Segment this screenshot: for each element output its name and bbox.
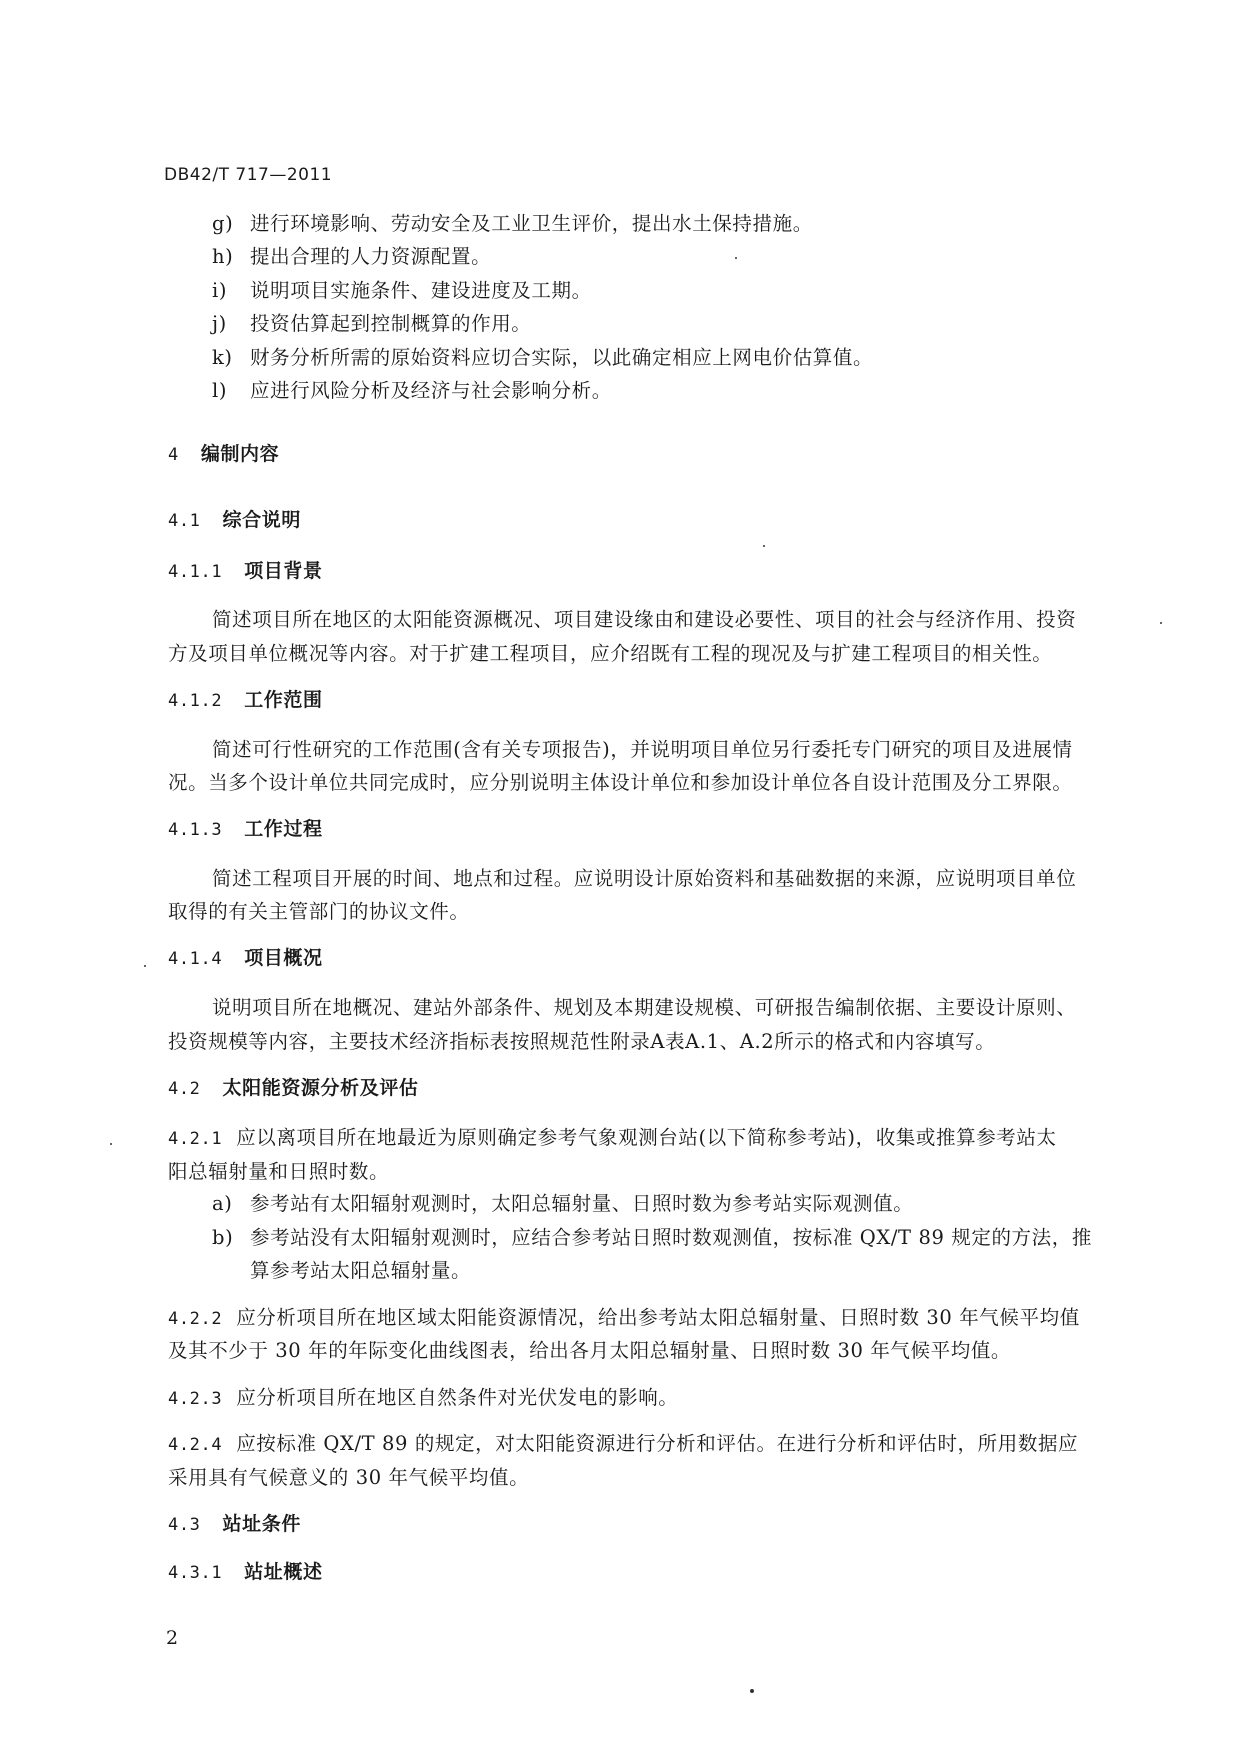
subsection-title: 工作范围 bbox=[244, 689, 323, 711]
clause-line bbox=[168, 1385, 678, 1412]
list-item bbox=[212, 378, 612, 404]
clause-number: 4.2.3 bbox=[168, 1389, 223, 1409]
subsection-heading bbox=[168, 945, 323, 972]
subsection-title: 站址概述 bbox=[244, 1561, 323, 1583]
clause-text: 应分析项目所在地区自然条件对光伏发电的影响。 bbox=[236, 1386, 679, 1409]
section-number: 4.2 bbox=[168, 1079, 201, 1099]
subsection-title: 项目概况 bbox=[244, 947, 323, 969]
paragraph-line: 方及项目单位概况等内容。对于扩建工程项目，应介绍既有工程的现况及与扩建工程项目的相关性。 bbox=[168, 642, 1053, 665]
list-text: 进行环境影响、劳动安全及工业卫生评价，提出水土保持措施。 bbox=[250, 212, 813, 235]
clause-line bbox=[168, 1431, 1078, 1458]
subsection-number: 4.1.1 bbox=[168, 562, 223, 582]
section-heading bbox=[168, 507, 301, 534]
clause-line bbox=[168, 1305, 1080, 1332]
scan-speck bbox=[735, 257, 737, 259]
paragraph-line: 简述项目所在地区的太阳能资源概况、项目建设缘由和建设必要性、项目的社会与经济作用、投资 bbox=[212, 608, 1077, 631]
paragraph-line: 采用具有气候意义的 30 年气候平均值。 bbox=[168, 1466, 530, 1489]
paragraph-line: 取得的有关主管部门的协议文件。 bbox=[168, 900, 470, 923]
subsection-heading bbox=[168, 816, 323, 843]
list-item bbox=[212, 244, 491, 270]
list-text: 财务分析所需的原始资料应切合实际，以此确定相应上网电价估算值。 bbox=[250, 346, 874, 369]
section-title: 太阳能资源分析及评估 bbox=[222, 1077, 419, 1099]
scan-speck bbox=[763, 545, 765, 547]
list-text: 提出合理的人力资源配置。 bbox=[250, 245, 492, 268]
paragraph-line: 及其不少于 30 年的年际变化曲线图表，给出各月太阳总辐射量、日照时数 30 年气候平均值。 bbox=[168, 1339, 1012, 1362]
clause-number: 4.2.2 bbox=[168, 1309, 223, 1329]
list-marker: a) bbox=[212, 1192, 233, 1215]
section-title: 编制内容 bbox=[200, 443, 280, 465]
paragraph-line: 阳总辐射量和日照时数。 bbox=[168, 1160, 390, 1183]
document-id: DB42/T 717—2011 bbox=[164, 165, 333, 185]
paragraph-line: 简述工程项目开展的时间、地点和过程。应说明设计原始资料和基础数据的来源，应说明项目单位 bbox=[212, 867, 1077, 890]
list-continuation: 算参考站太阳总辐射量。 bbox=[250, 1259, 472, 1282]
list-item bbox=[212, 345, 873, 371]
list-text: 说明项目实施条件、建设进度及工期。 bbox=[250, 279, 592, 302]
subsection-number: 4.3.1 bbox=[168, 1563, 223, 1583]
subsection-number: 4.1.4 bbox=[168, 949, 223, 969]
scan-speck bbox=[750, 1689, 754, 1693]
list-item bbox=[212, 1191, 913, 1217]
subsection-number: 4.1.2 bbox=[168, 691, 223, 711]
clause-text: 应按标准 QX/T 89 的规定，对太阳能资源进行分析和评估。在进行分析和评估时，所用数据应 bbox=[236, 1432, 1079, 1455]
list-marker: h) bbox=[212, 245, 234, 268]
list-item bbox=[212, 211, 813, 237]
scan-speck bbox=[110, 1143, 112, 1145]
list-marker: j) bbox=[212, 312, 227, 335]
subsection-title: 工作过程 bbox=[244, 818, 323, 840]
paragraph-line: 简述可行性研究的工作范围(含有关专项报告)，并说明项目单位另行委托专门研究的项目及进展情 bbox=[212, 738, 1073, 761]
section-number: 4.1 bbox=[168, 511, 201, 531]
clause-line bbox=[168, 1125, 1057, 1152]
clause-text: 应分析项目所在地区域太阳能资源情况，给出参考站太阳总辐射量、日照时数 30 年气候平均值 bbox=[236, 1306, 1080, 1329]
clause-number: 4.2.1 bbox=[168, 1129, 223, 1149]
list-marker: k) bbox=[212, 346, 233, 369]
subsection-heading bbox=[168, 687, 323, 714]
list-item bbox=[212, 311, 531, 337]
page-number: 2 bbox=[166, 1627, 179, 1649]
section-title: 站址条件 bbox=[222, 1513, 301, 1535]
clause-text: 应以离项目所在地最近为原则确定参考气象观测台站(以下简称参考站)，收集或推算参考站太 bbox=[236, 1126, 1057, 1149]
list-text: 投资估算起到控制概算的作用。 bbox=[250, 312, 532, 335]
list-text: 应进行风险分析及经济与社会影响分析。 bbox=[250, 379, 612, 402]
subsection-title: 项目背景 bbox=[244, 560, 323, 582]
list-text: 参考站没有太阳辐射观测时，应结合参考站日照时数观测值，按标准 QX/T 89 规定的方法，推 bbox=[250, 1226, 1092, 1249]
section-heading bbox=[168, 441, 279, 468]
paragraph-line: 投资规模等内容，主要技术经济指标表按照规范性附录A表A.1、A.2所示的格式和内容填写。 bbox=[168, 1030, 996, 1053]
subsection-heading bbox=[168, 1559, 323, 1586]
paragraph-line: 说明项目所在地概况、建站外部条件、规划及本期建设规模、可研报告编制依据、主要设计原则、 bbox=[212, 996, 1077, 1019]
clause-number: 4.2.4 bbox=[168, 1435, 223, 1455]
subsection-heading bbox=[168, 558, 323, 585]
subsection-number: 4.1.3 bbox=[168, 820, 223, 840]
scan-speck bbox=[144, 965, 146, 967]
list-marker: l) bbox=[212, 379, 228, 402]
list-text: 参考站有太阳辐射观测时，太阳总辐射量、日照时数为参考站实际观测值。 bbox=[250, 1192, 914, 1215]
list-marker: i) bbox=[212, 279, 228, 302]
paragraph-line: 况。当多个设计单位共同完成时，应分别说明主体设计单位和参加设计单位各自设计范围及分工界限。 bbox=[168, 771, 1073, 794]
section-number: 4.3 bbox=[168, 1515, 201, 1535]
scan-speck bbox=[1160, 622, 1162, 624]
section-number: 4 bbox=[168, 445, 179, 465]
list-marker: b) bbox=[212, 1226, 234, 1249]
list-marker: g) bbox=[212, 212, 234, 235]
list-item bbox=[212, 1225, 1092, 1251]
section-heading bbox=[168, 1511, 301, 1538]
section-heading bbox=[168, 1075, 419, 1102]
list-item bbox=[212, 278, 592, 304]
section-title: 综合说明 bbox=[222, 509, 301, 531]
